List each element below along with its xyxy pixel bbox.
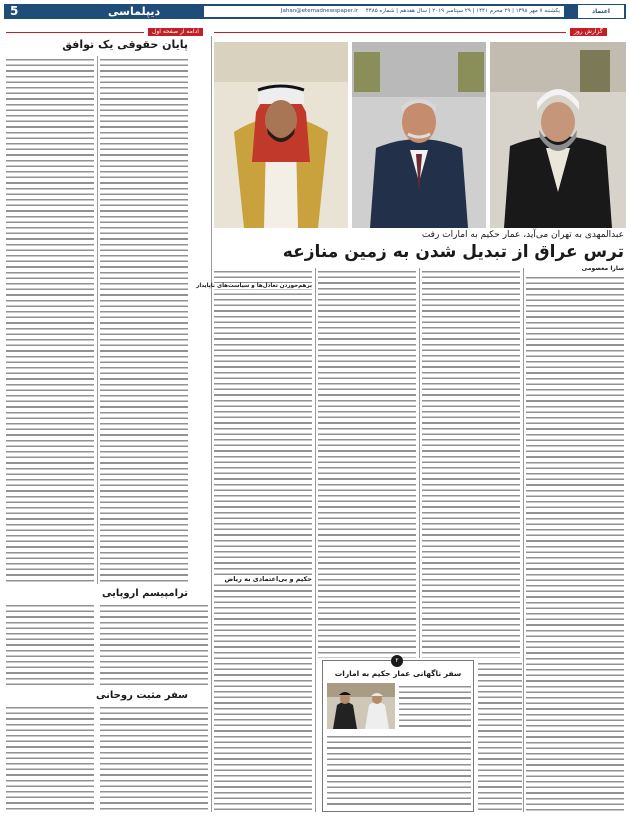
text-column	[6, 56, 94, 584]
lead-kicker: عبدالمهدی به تهران می‌آید، عمار حکیم به امارات رفت	[421, 230, 624, 240]
section-title: دیپلماسی	[108, 5, 161, 18]
page-header	[4, 4, 626, 19]
text-column	[100, 56, 188, 584]
report-tag: گزارش روز	[570, 28, 607, 36]
lead-subhead: حکیم و بی‌اعتمادی به ریاض	[214, 575, 312, 583]
left-headline: پایان حقوقی یک توافق	[62, 38, 188, 51]
left-subhead: سفر مثبت روحانی	[96, 690, 188, 701]
text-column	[196, 268, 312, 812]
website[interactable]: Jahan@etemadnewspaper.ir	[280, 8, 359, 14]
text-column	[6, 704, 94, 812]
text-column	[318, 268, 416, 658]
column-rule	[419, 268, 420, 658]
column-rule	[315, 268, 316, 812]
text-column	[399, 683, 471, 729]
text-column	[327, 733, 471, 809]
photo-iran-president	[490, 42, 626, 228]
divider	[6, 32, 144, 33]
photo-saudi-official	[214, 42, 348, 228]
continued-tag: ادامه از صفحه اول	[148, 28, 203, 36]
issue-date: یکشنبه ۷ مهر ۱۳۹۸ | ۲۹ محرم ۱۴۴۱ | ۲۹ سپتامبر ۲۰۱۹ | سال هفدهم | شماره ۴۴۸۵	[365, 8, 560, 14]
text-column	[6, 602, 94, 688]
text-column	[422, 268, 520, 658]
column-rule	[97, 56, 98, 584]
page-number: 5	[10, 4, 19, 18]
lead-subhead: برهم‌خوردن تعادل‌ها و سیاست‌های ناپایدار	[196, 283, 312, 289]
column-rule	[211, 36, 212, 812]
newspaper-logo: اعتماد	[578, 5, 624, 18]
inset-badge: ۲	[391, 655, 403, 667]
inset-box	[322, 657, 474, 812]
issue-info	[204, 6, 564, 17]
inset-photo	[327, 683, 395, 729]
lead-byline: سارا معصومی	[581, 265, 624, 272]
divider	[214, 32, 566, 33]
column-rule	[523, 268, 524, 812]
lead-headline: ترس عراق از تبدیل شدن به زمین منازعه	[282, 242, 624, 262]
text-column	[478, 660, 522, 812]
lead-photos	[214, 42, 626, 228]
text-column	[526, 274, 624, 812]
text-column	[100, 602, 208, 688]
text-column	[100, 704, 208, 812]
left-subhead: ترامپیسم اروپایی	[101, 588, 188, 599]
inset-title: سفر ناگهانی عمار حکیم به امارات	[334, 669, 462, 678]
photo-iraq-pm	[352, 42, 486, 228]
